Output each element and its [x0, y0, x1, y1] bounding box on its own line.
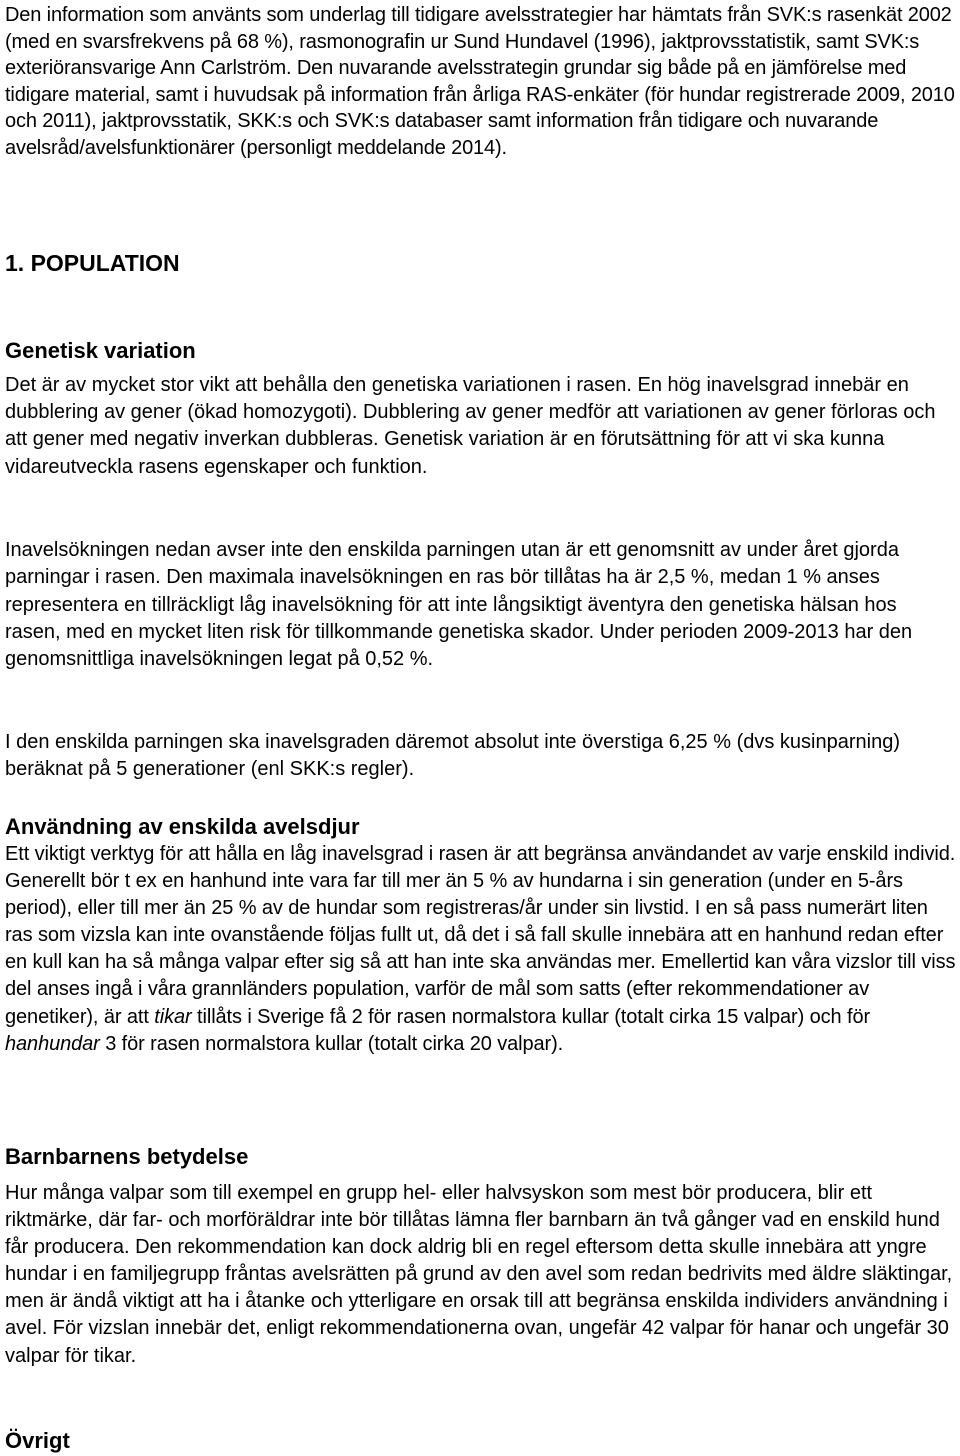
genetic-variation-paragraph: Det är av mycket stor vikt att behålla den genetiska variationen i rasen. En hög inavelsgrad innebär en dubblering av gener (ökad homozygoti). Dubblering av gener medför att variationen av gener förloras och att gener med negativ inverkan dubbleras. Genetisk variation är en förutsättning för att vi ska kunna vidareutveckla rasens egenskaper och funktion. — [5, 374, 936, 478]
term-males: hanhundar — [5, 1032, 100, 1055]
term-females: tikar — [154, 1005, 192, 1028]
subheading-breeding-animals: Användning av enskilda avelsdjur — [5, 814, 360, 839]
subheading-grandchildren: Barnbarnens betydelse — [5, 1144, 249, 1169]
section-heading-population: 1. POPULATION — [5, 250, 180, 276]
subheading-genetic-variation: Genetisk variation — [5, 338, 196, 363]
breeding-animals-text-3: 3 för rasen normalstora kullar (totalt cirka 20 valpar). — [99, 1032, 564, 1055]
subheading-other: Övrigt — [5, 1428, 70, 1453]
grandchildren-paragraph: Hur många valpar som till exempel en grupp hel- eller halvsyskon som mest bör producera, blir ett riktmärke, där far- och morföräldrar inte bör tillåtas lämna fler barnbarn än två gånger vad en enskild hund får producera. Den rekommendation kan dock aldrig bli en regel eftersom detta skulle innebära att yngre hundar i en familjegrupp fråntas avelsrätten på grund av den avel som redan bedrivits med äldre släktingar, men är ändå viktigt att ha i åtanke och ytterligare en orsak till att begränsa enskilda individers användning i avel. För vizslan innebär det, enligt rekommendationerna ovan, ungefär 42 valpar för hanar och ungefär 30 valpar för tikar. — [5, 1182, 953, 1367]
breeding-animals-paragraph — [5, 841, 960, 1058]
breeding-animals-text-1: Ett viktigt verktyg för att hålla en låg inavelsgrad i rasen är att begränsa användandet av varje enskild individ. Generellt bör t ex en hanhund inte vara far till mer än 5 % av hundarna i sin generation (under en 5-års period), eller till mer än 25 % av de hundar som registreras/år under sin livstid. I en så pass numerärt liten ras som vizsla kan inte ovanstående följas fullt ut, då det i så fall skulle innebära att en hanhund redan efter en kull kan ha så många valpar efter sig så att han inte ska användas mer. Emellertid kan våra vizslor till viss del anses ingå i våra grannländers population, varför de mål som satts (efter rekommendationer av genetiker), är att — [5, 843, 956, 1028]
inbreeding-paragraph: Inavelsökningen nedan avser inte den enskilda parningen utan är ett genomsnitt av under året gjorda parningar i rasen. Den maximala inavelsökningen en ras bör tillåtas ha är 2,5 %, medan 1 % anses representera en tillräckligt låg inavelsökning för att inte långsiktigt äventyra den genetiska hälsan hos rasen, med en mycket liten risk för tillkommande genetiska skador. Under perioden 2009-2013 har den genomsnittliga inavelsökningen legat på 0,52 %. — [5, 539, 913, 671]
single-mating-paragraph: I den enskilda parningen ska inavelsgraden däremot absolut inte överstiga 6,25 % (dvs kusinparning) beräknat på 5 generationer (enl SKK:s regler). — [5, 731, 900, 781]
breeding-animals-text-2: tillåts i Sverige få 2 för rasen normalstora kullar (totalt cirka 15 valpar) och för — [191, 1005, 871, 1028]
intro-paragraph: Den information som använts som underlag till tidigare avelsstrategier har hämtats från SVK:s rasenkät 2002 (med en svarsfrekvens på 68 %), rasmonografin ur Sund Hundavel (1996), jaktprovsstatistik, samt SVK:s exteriöransvarige Ann Carlström. Den nuvarande avelsstrategin grundar sig både på en jämförelse med tidigare material, samt i huvudsak på information från årliga RAS-enkäter (för hundar registrerade 2009, 2010 och 2011), jaktprovsstatik, SKK:s och SVK:s databaser samt information från tidigare och nuvarande avelsråd/avelsfunktionärer (personligt meddelande 2014). — [5, 4, 955, 159]
